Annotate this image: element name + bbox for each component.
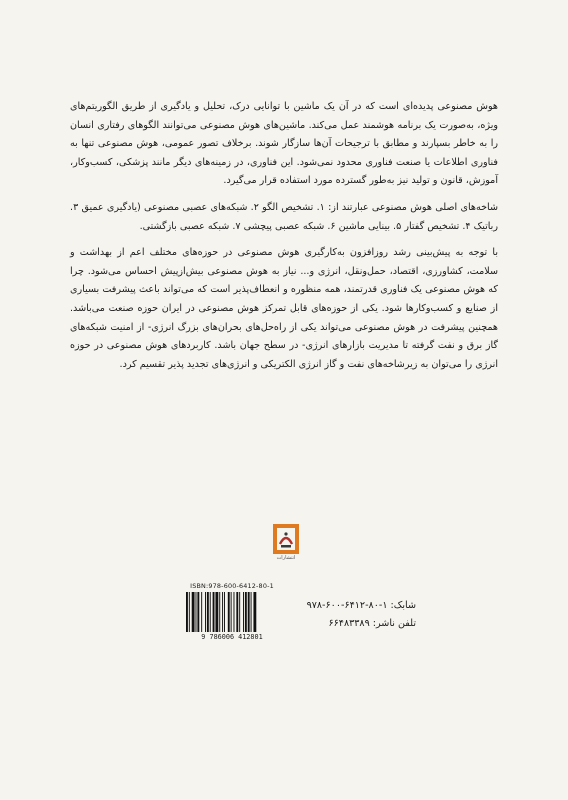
barcode-isbn-label: ISBN:978-600-6412-80-1 [190,582,274,590]
barcode-bar [197,592,199,632]
publisher-phone: تلفن ناشر: ۶۶۴۸۳۳۸۹ [328,618,416,629]
barcode-bar [192,592,195,632]
barcode-bar [201,592,202,632]
book-info [296,597,416,633]
barcode-bar [253,592,256,632]
barcode-bar [251,592,252,632]
barcode-digits: 9 786006 412801 [201,633,263,641]
barcode-bar [215,592,218,632]
publisher-logo-mark [273,524,299,554]
barcode-bar [219,592,220,632]
paragraph-intro: هوش مصنوعی پدیده‌ای است که در آن یک ماشین با توانایی درک، تحلیل و یادگیری از طریق الگوریتم‌های ویژه، به‌صورت یک برنامه هوشمند عمل می‌کند. ماشین‌های هوش مصنوعی می‌توانند الگوهای رفتاری انسان را به خاطر بسپارند و مطابق با ترجیحات آن‌ها سازگار شوند. برخلاف تصور عمومی، هوش مصنوعی تنها به فناوری اطلاعات یا صنعت فناوری محدود نمی‌شود. این فناوری، در زمینه‌های دیگر مانند پزشکی، کسب‌وکار، آموزش، قانون و تولید نیز به‌طور گسترده مورد استفاده قرار می‌گیرد. [70,101,498,187]
body-text [70,98,498,382]
barcode-bar [224,592,225,632]
barcode-bars [186,592,278,632]
barcode-bar [243,592,244,632]
paragraph-applications: با توجه به پیش‌بینی رشد روزافزون به‌کارگیری هوش مصنوعی در حوزه‌های مختلف اعم از بهداشت و سلامت، کشاورزی، اقتصاد، حمل‌ونقل، انرژی و... نیاز به هوش مصنوعی بیش‌ازپیش احساس می‌شود. چرا که هوش مصنوعی یک فناوری قدرتمند، همه منظوره و انعطاف‌پذیر است که می‌تواند باعث پیشرفت بسیاری از صنایع و کسب‌وکارها شود. یکی از حوزه‌های قابل تمرکز هوش مصنوعی در ایران حوزه صنعت می‌باشد. همچنین پیشرفت در هوش مصنوعی می‌تواند یکی از راه‌حل‌های بحران‌های بزرگ انرژی- از امنیت شبکه‌های گاز برق و نفت گرفته تا مدیریت بازارهای انرژی- در سطح جهان باشد. کاربردهای هوش مصنوعی در حوزه انرژی را می‌توان به زیرشاخه‌های نفت و گاز انرژی الکتریکی و انرژی‌های تجدید پذیر تقسیم کرد. [70,247,498,370]
barcode-bar [231,592,232,632]
barcode-bar [210,592,211,632]
paragraph-branches: شاخه‌های اصلی هوش مصنوعی عبارتند از: ۱. تشخیص الگو ۲. شبکه‌های عصبی مصنوعی (یادگیری عمیق ۳. رباتیک ۴. تشخیص گفتار ۵. بینایی ماشین ۶. شبکه عصبی پیچشی ۷. شبکه عصبی بازگشتی. [70,201,498,232]
isbn-line: شابک: ۱-۸۰-۶۴۱۲-۶۰۰-۹۷۸ [306,600,416,611]
barcode-bar [186,592,188,632]
barcode-bar [248,592,250,632]
barcode-bar [234,592,235,632]
barcode-bar [245,592,247,632]
barcode-bar [196,592,197,632]
barcode-bar [222,592,223,632]
barcode-bar [228,592,230,632]
publisher-logo [271,524,301,564]
publisher-name: انتشارات [276,555,296,561]
barcode-bar [205,592,206,632]
barcode-bar [239,592,240,632]
barcode-bar [207,592,209,632]
barcode-bar [189,592,190,632]
barcode-bar [213,592,215,632]
barcode [178,582,286,654]
barcode-bar [236,592,238,632]
